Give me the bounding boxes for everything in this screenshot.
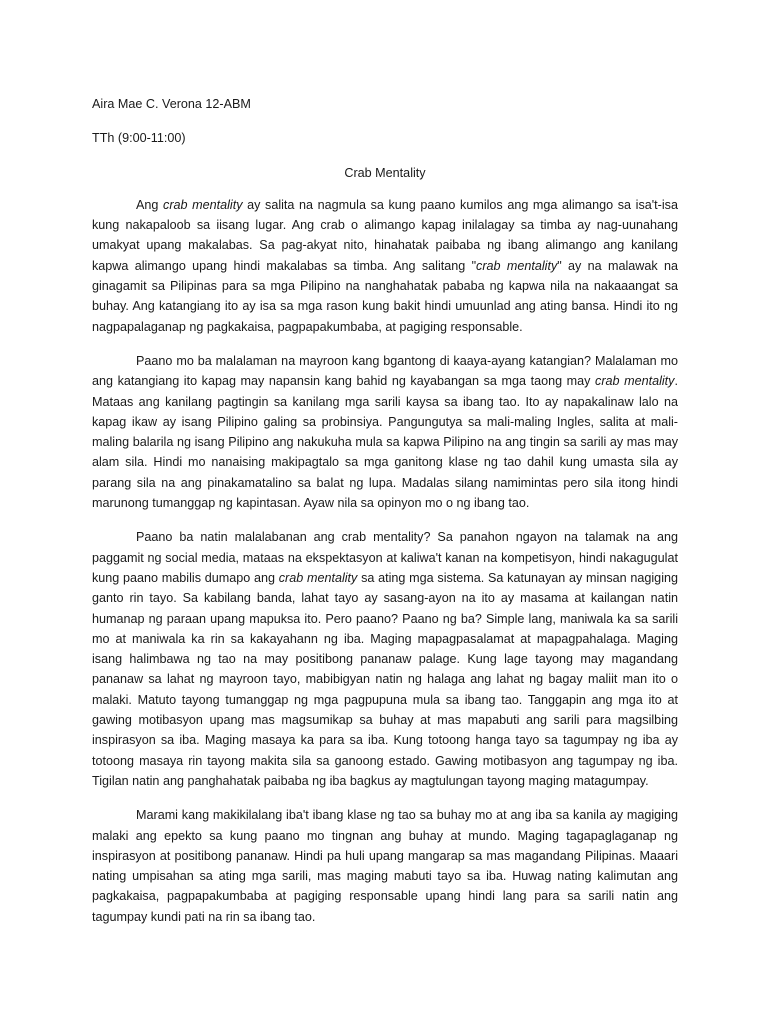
paragraph-text-run: sa ating mga sistema. Sa katunayan ay minsan nagiging ganto rin tayo. Sa kabilang banda, lahat tayo ay sasang-ayon na ito ay masama at kailangan natin humanap ng paraan upang mapuksa ito. Pero paano? Paano ng ba? Simple lang, maniwala ka sa sarili mo at maniwala ka rin sa kakayahann ng iba. Maging mapagpasalamat at mapagpahalaga. Maging isang halimbawa ng tao na may positibong pananaw palage. Kung lage tayong may magandang pananaw sa lahat ng mayroon tayo, mabibigyan natin ng halaga ang lahat ng bagay maliit man ito o malaki. Matuto tayong tumanggap ng mga pagpupuna mula sa ibang tao. Tanggapin ang mga ito at gawing motibasyon upang mas magsumikap sa buhay at mas mapabuti ang sarili para magsilbing inspirasyon sa iba. Maging masaya ka para sa iba. Kung totoong hanga tayo sa tagumpay ng iba ay totoong masaya rin tayong makita sila sa ganoong estado. Gawing motibasyon ang tagumpay ng iba. Tigilan natin ang panghahatak paibaba ng iba bagkus ay magtulungan tayong maging matagumpay. (92, 570, 678, 788)
paragraph-2 (92, 351, 678, 513)
italic-term: crab mentality (163, 197, 243, 212)
italic-term: crab mentality (278, 570, 358, 585)
paragraph-4 (92, 805, 678, 927)
paragraph-text-run: Ang (136, 197, 164, 212)
paragraph-text-run: ay salita na nagmula sa kung paano kumilos ang mga alimango sa isa't-isa kung nakapaloob sa iisang lugar. Ang crab o alimango kapag inilalagay sa timba ay nag-uunahang umakyat upang makalabas. Sa pag-akyat nito, hinahatak paibaba ng ibang alimango ang kanilang kapwa alimango upang hindi makalabas sa timba. Ang salitang " (92, 197, 678, 273)
paragraph-text-run: . Mataas ang kanilang pagtingin sa kanilang mga sarili kaysa sa ibang tao. Ito ay napakalinaw lalo na kapag ikaw ay isang Pilipino galing sa probinsiya. Pangungutya sa mali-maling Ingles, salita at mali-maling balarila ng isang Pilipino ang nakukuha mula sa kapwa Pilipino na ang tingin sa sarili ay mas may alam sila. Hindi mo nanaising makipagtalo sa mga ganitong klase ng tao dahil kung umasta sila ay parang sila na ang pinakamatalino sa balat ng lupa. Madalas silang namimintas pero sila itong hindi marunong tumanggap ng kapintasan. Ayaw nila sa opinyon mo o ng ibang tao. (92, 374, 678, 511)
essay-title: Crab Mentality (344, 165, 426, 180)
schedule-line: TTh (9:00-11:00) (92, 131, 186, 146)
paragraph-text-run: Paano ba natin malalabanan ang crab mentality? Sa panahon ngayon na talamak na ang paggamit ng social media, mataas na ekspektasyon at kaliwa't kanan na kompetisyon, hindi nakagugulat kung paano mabilis dumapo ang (92, 530, 678, 585)
author-line: Aira Mae C. Verona 12-ABM (92, 97, 251, 111)
paragraph-text-run: Marami kang makikilalang iba't ibang klase ng tao sa buhay mo at ang iba sa kanila ay magiging malaki ang epekto sa kung paano mo tingnan ang buhay at mundo. Maging tagapaglaganap ng inspirasyon at positibong pananaw. Hindi pa huli upang mangarap sa mas magandang Pilipinas. Maaari nating umpisahan sa ating mga sarili, mas maging mabuti tayo sa iba. Huwag nating kalimutan ang pagkakaisa, pagpapakumbaba at pagiging responsable upang hindi lang para sa sarili natin ang tagumpay kundi pati na rin sa ibang tao. (92, 808, 678, 924)
paragraph-text-run: Paano mo ba malalaman na mayroon kang bgantong di kaaya-ayang katangian? Malalaman mo ang katangiang ito kapag may napansin kang bahid ng kayabangan sa mga taong may (92, 353, 678, 389)
italic-term: crab mentality (476, 258, 558, 273)
paragraph-1 (92, 195, 678, 337)
document-body (92, 94, 678, 941)
paragraph-text-run: " ay na malawak na ginagamit sa Pilipinas para sa mga Pilipino na nanghahatak pababa ng kapwa nila na nakaaangat sa buhay. Ang katangiang ito ay isa sa mga rason kung bakit hindi umuunlad ang ating bansa. Hindi ito ng nagpapalaganap ng pagkakaisa, pagpapakumbaba, at pagiging responsable. (92, 258, 678, 334)
italic-term: crab mentality (595, 374, 675, 389)
paragraph-3 (92, 527, 678, 791)
